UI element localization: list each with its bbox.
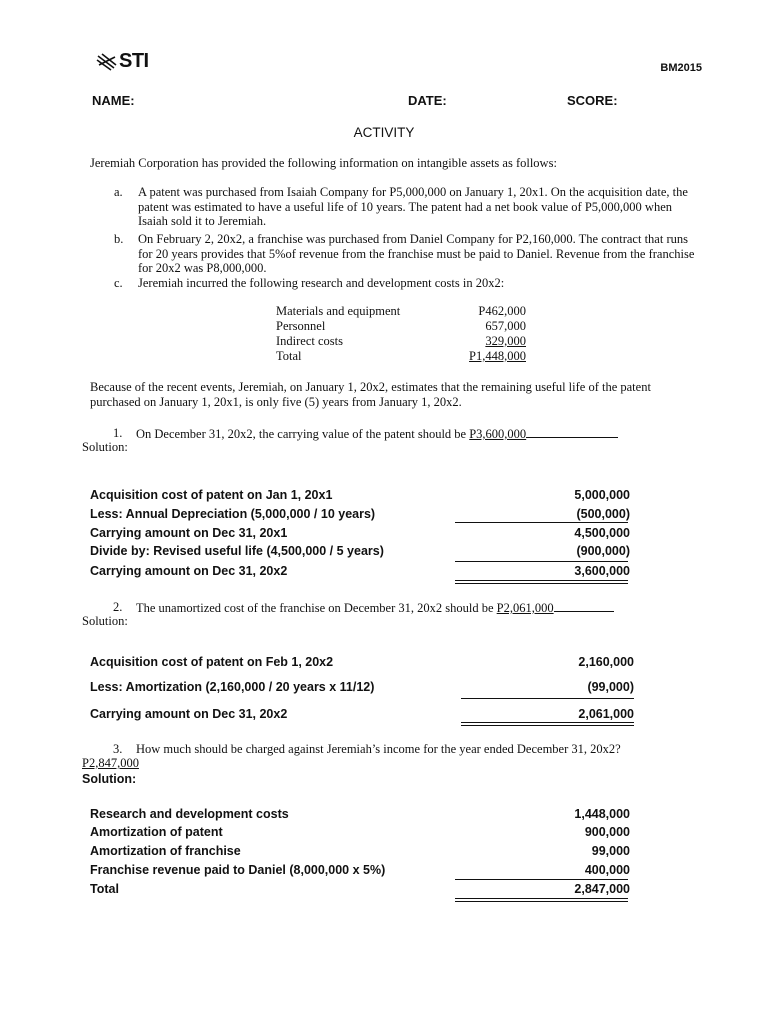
row-amount: 2,160,000 (578, 655, 634, 669)
row-amount: 1,448,000 (574, 807, 630, 821)
table-row (90, 526, 630, 540)
q1-question (136, 426, 636, 442)
item-c-text: Jeremiah incurred the following research and development costs in 20x2: (138, 276, 505, 290)
row-amount: 4,500,000 (574, 526, 630, 540)
row-amount: 99,000 (591, 844, 630, 858)
rd-amount: P1,448,000 (469, 349, 526, 363)
rd-row (276, 319, 526, 334)
q1-number: 1. (113, 426, 123, 440)
q3-answer: P2,847,000 (82, 756, 139, 770)
table-row (90, 488, 630, 502)
table-row (90, 655, 634, 669)
item-a-marker: a. (114, 185, 123, 199)
q1-answer-blank (526, 426, 618, 438)
row-label: Total (90, 882, 119, 896)
row-label: Franchise revenue paid to Daniel (8,000,000 x 5%) (90, 863, 386, 877)
row-label: Acquisition cost of patent on Jan 1, 20x1 (90, 488, 333, 502)
row-amount: (900,000) (576, 544, 630, 558)
q2-total-double-rule (461, 722, 634, 723)
name-label: NAME: (92, 93, 135, 108)
q3-number: 3. (113, 742, 123, 756)
row-amount: (99,000) (587, 680, 634, 694)
q3-subtotal-rule (455, 879, 628, 880)
q2-subtotal-rule (461, 698, 634, 699)
q1-text: On December 31, 20x2, the carrying value of the patent should be (136, 427, 467, 441)
rd-label: Materials and equipment (276, 304, 401, 318)
rd-amount: P462,000 (478, 304, 526, 318)
row-label: Amortization of franchise (90, 844, 241, 858)
rd-amount: 329,000 (485, 334, 526, 348)
table-row (90, 564, 630, 578)
table-row (90, 882, 630, 896)
date-label: DATE: (408, 93, 447, 108)
rd-cost-table (276, 304, 526, 364)
item-c-marker: c. (114, 276, 123, 290)
q3-text: How much should be charged against Jeremiah’s income for the year ended December 31, 20x2? (136, 742, 621, 756)
table-row (90, 807, 630, 821)
row-label: Carrying amount on Dec 31, 20x2 (90, 564, 288, 578)
item-a-text: A patent was purchased from Isaiah Company for P5,000,000 on January 1, 20x1. On the acquisition date, the patent was estimated to have a useful life of 10 years. The patent had a net book value of P5,000,000 when Isaiah sold it to Jeremiah. (138, 185, 688, 228)
q2-solution-label: Solution: (82, 614, 128, 628)
row-label: Research and development costs (90, 807, 289, 821)
table-row (90, 544, 630, 558)
row-label: Less: Amortization (2,160,000 / 20 years x 11/12) (90, 680, 375, 694)
q1-solution-label: Solution: (82, 440, 128, 454)
q1-subtotal-rule (455, 522, 628, 523)
table-row (90, 844, 630, 858)
sti-logo (96, 50, 149, 73)
page-title: ACTIVITY (353, 125, 415, 140)
q2-text: The unamortized cost of the franchise on December 31, 20x2 should be (136, 601, 494, 615)
logo-text: STI (119, 50, 149, 72)
sti-logo-icon (96, 53, 118, 71)
table-row (90, 707, 634, 721)
rd-row (276, 349, 526, 364)
row-amount: 3,600,000 (574, 564, 630, 578)
row-label: Carrying amount on Dec 31, 20x2 (90, 707, 288, 721)
q3-total-double-rule-2 (455, 901, 628, 902)
q1-answer: P3,600,000 (469, 427, 527, 441)
item-b-marker: b. (114, 232, 124, 246)
rd-label: Personnel (276, 319, 326, 333)
rd-row (276, 304, 526, 319)
table-row (90, 680, 634, 694)
table-row (90, 507, 630, 521)
row-amount: (500,000) (576, 507, 630, 521)
table-row (90, 825, 630, 839)
item-b-text: On February 2, 20x2, a franchise was purchased from Daniel Company for P2,160,000. The contract that runs for 20 years provides that 5%of revenue from the franchise must be paid to Daniel. Revenue from the franchise for 20x2 was P8,000,000. (138, 232, 695, 275)
course-code: BM2015 (660, 62, 702, 74)
q2-number: 2. (113, 600, 123, 614)
rd-label: Indirect costs (276, 334, 343, 348)
row-label: Divide by: Revised useful life (4,500,000 / 5 years) (90, 544, 384, 558)
q2-question (136, 600, 636, 616)
q3-total-double-rule (455, 898, 628, 899)
table-row (90, 863, 630, 877)
q1-total-double-rule (455, 580, 628, 581)
row-label: Amortization of patent (90, 825, 223, 839)
q1-subtotal-rule-2 (455, 561, 628, 562)
row-label: Less: Annual Depreciation (5,000,000 / 10 years) (90, 507, 376, 521)
q3-solution-label: Solution: (82, 772, 137, 786)
q2-answer-blank (554, 600, 614, 612)
remaining-life-paragraph: Because of the recent events, Jeremiah, on January 1, 20x2, estimates that the remaining useful life of the patent purchased on January 1, 20x1, is only five (5) years from January 1, 20x2. (90, 380, 651, 409)
row-label: Acquisition cost of patent on Feb 1, 20x2 (90, 655, 334, 669)
score-label: SCORE: (567, 93, 618, 108)
row-amount: 900,000 (584, 825, 630, 839)
rd-amount: 657,000 (485, 319, 526, 333)
q1-total-double-rule-2 (455, 583, 628, 584)
q2-total-double-rule-2 (461, 725, 634, 726)
row-amount: 2,061,000 (578, 707, 634, 721)
row-label: Carrying amount on Dec 31, 20x1 (90, 526, 288, 540)
row-amount: 5,000,000 (574, 488, 630, 502)
intro-paragraph: Jeremiah Corporation has provided the following information on intangible assets as follows: (90, 156, 557, 170)
row-amount: 2,847,000 (574, 882, 630, 896)
rd-label: Total (276, 349, 302, 363)
row-amount: 400,000 (584, 863, 630, 877)
rd-row (276, 334, 526, 349)
q2-answer: P2,061,000 (496, 601, 554, 615)
